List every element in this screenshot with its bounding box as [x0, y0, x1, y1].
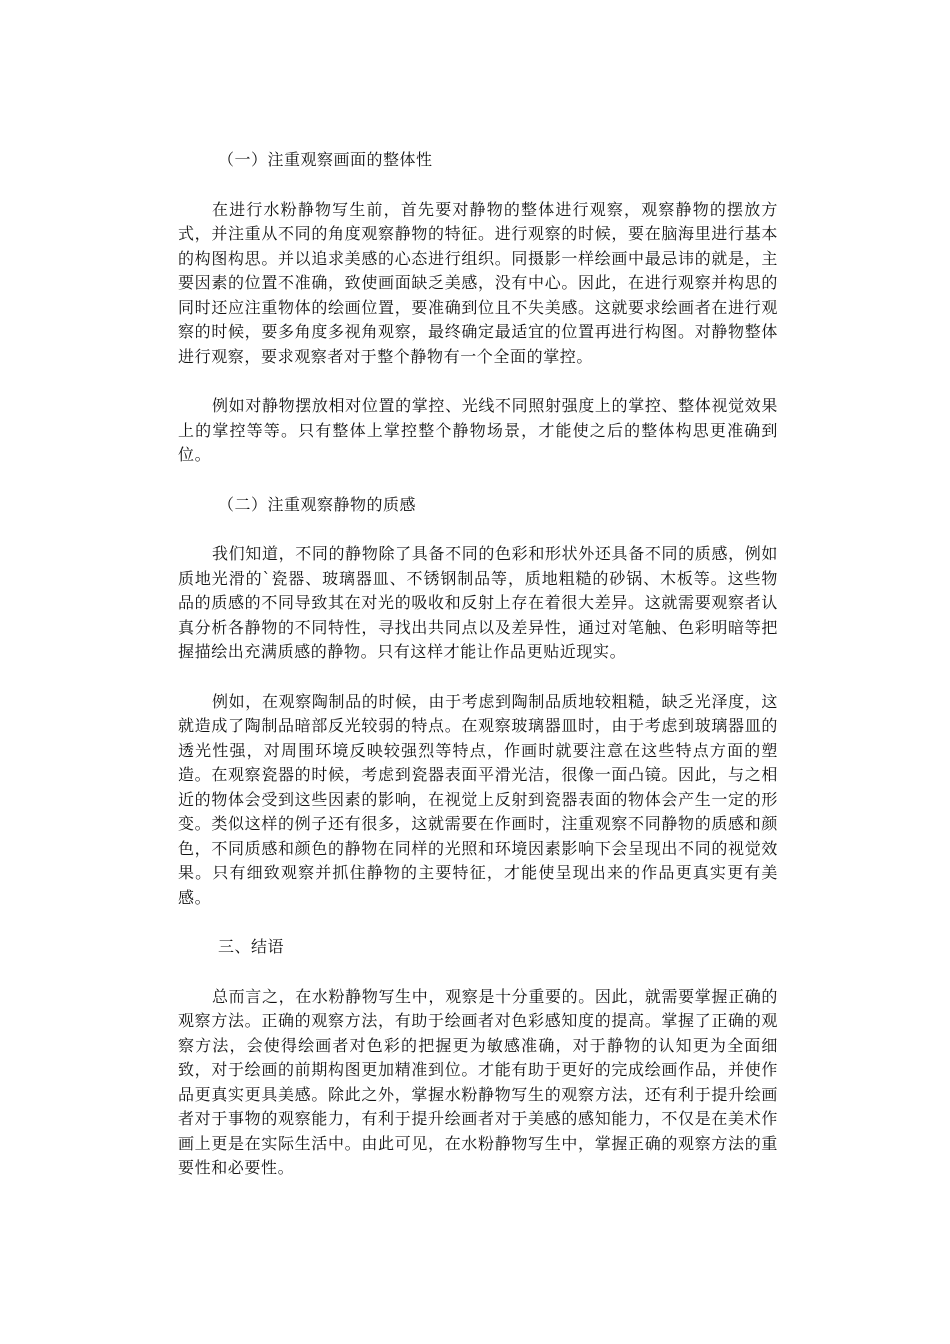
paragraph-5: 总而言之，在水粉静物写生中，观察是十分重要的。因此，就需要掌握正确的观察方法。正确的观察方法，有助于绘画者对色彩感知度的提高。掌握了正确的观察方法，会使得绘画者对色彩的把握更为敏感准确，对于静物的认知更为全面细致，对于绘画的前期构图更加精准到位。才能有助于更好的完成绘画作品，并使作品更真实更具美感。除此之外，掌握水粉静物写生的观察方法，还有利于提升绘画者对于事物的观察能力，有利于提升绘画者对于美感的感知能力，不仅是在美术作画上更是在实际生活中。由此可见，在水粉静物写生中，掌握正确的观察方法的重要性和必要性。: [178, 986, 778, 1177]
paragraph-1: 在进行水粉静物写生前，首先要对静物的整体进行观察，观察静物的摆放方式，并注重从不同的角度观察静物的特征。进行观察的时候，要在脑海里进行基本的构图构思。并以追求美感的心态进行组织。同摄影一样绘画中最忌讳的就是，主要因素的位置不准确，致使画面缺乏美感，没有中心。因此，在进行观察并构思的同时还应注重物体的绘画位置，要准确到位且不失美感。这就要求绘画者在进行观察的时候，要多角度多视角观察，最终确定最适宜的位置再进行构图。对静物整体进行观察，要求观察者对于整个静物有一个全面的掌控。: [178, 199, 778, 366]
spacer: [178, 369, 778, 394]
document-page: [178, 148, 778, 1181]
section-heading-3: 三、结语: [218, 937, 285, 956]
spacer: [178, 517, 778, 542]
spacer: [178, 910, 778, 935]
spacer: [178, 468, 778, 493]
section-heading-1: （一）注重观察画面的整体性: [218, 150, 433, 169]
spacer: [178, 665, 778, 690]
section-heading-2: （二）注重观察静物的质感: [218, 494, 417, 514]
paragraph-4: 例如，在观察陶制品的时候，由于考虑到陶制品质地较粗糙，缺乏光泽度，这就造成了陶制品暗部反光较弱的特点。在观察玻璃器皿时，由于考虑到玻璃器皿的透光性强，对周围环境反映较强烈等特点，作画时就要注意在这些特点方面的塑造。在观察瓷器的时候，考虑到瓷器表面平滑光洁，很像一面凸镜。因此，与之相近的物体会受到这些因素的影响，在视觉上反射到瓷器表面的物体会产生一定的形变。类似这样的例子还有很多，这就需要在作画时，注重观察不同静物的质感和颜色，不同质感和颜色的静物在同样的光照和环境因素影响下会呈现出不同的视觉效果。只有细致观察并抓住静物的主要特征，才能使呈现出来的作品更真实更有美感。: [178, 691, 778, 907]
spacer: [178, 173, 778, 198]
spacer: [178, 960, 778, 985]
paragraph-2: 例如对静物摆放相对位置的掌控、光线不同照射强度上的掌控、整体视觉效果上的掌控等等。只有整体上掌控整个静物场景，才能使之后的整体构思更准确到位。: [178, 396, 778, 464]
paragraph-3: 我们知道，不同的静物除了具备不同的色彩和形状外还具备不同的质感，例如质地光滑的`瓷器、玻璃器皿、不锈钢制品等，质地粗糙的砂锅、木板等。这些物品的质感的不同导致其在对光的吸收和反射上存在着很大差异。这就需要观察者认真分析各静物的不同特性，寻找出共同点以及差异性，通过对笔触、色彩明暗等把握描绘出充满质感的静物。只有这样才能让作品更贴近现实。: [178, 544, 778, 661]
